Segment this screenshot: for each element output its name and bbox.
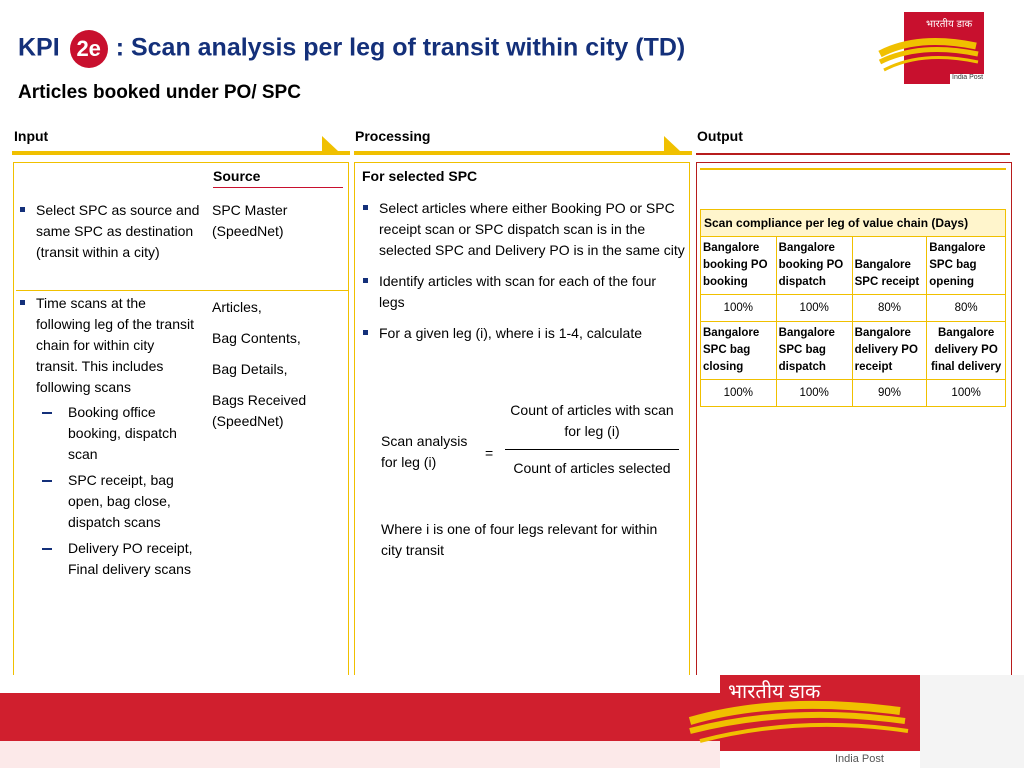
table-header-cell: Bangalore SPC bag closing [701,322,777,380]
source-articles: Articles, [212,299,262,315]
table-row [701,295,1006,322]
table-header-cell: Bangalore booking PO booking [701,237,777,295]
table-header-cell: Bangalore SPC bag opening [927,237,1006,295]
sub-bullet-2: SPC receipt, bag open, bag close, dispatch scans [38,470,200,533]
table-header-cell: Bangalore SPC receipt [852,237,927,295]
processing-bullet-3: For a given leg (i), where i is 1-4, calculate [359,323,685,344]
input-bullet-1: Select SPC as source and same SPC as destination (transit within a city) [16,200,200,263]
processing-panel [354,162,690,704]
source-bags-received: Bags Received (SpeedNet) [212,392,307,429]
processing-arrow-icon [664,136,692,158]
formula-equals: = [485,445,494,461]
input-arrow-bar [12,151,334,155]
source-1: SPC Master (SpeedNet) [212,202,288,239]
input-heading: Input [14,128,49,144]
footer-logo-hindi: भारतीय डाक [728,681,821,703]
source-bag-details: Bag Details, [212,361,288,377]
formula-fraction-bar [505,449,679,450]
table-header-cell: Bangalore SPC bag dispatch [776,322,852,380]
logo-english: India Post [952,74,984,81]
title-text: : Scan analysis per leg of transit within city (TD) [115,33,686,62]
formula-lhs: Scan analysis for leg (i) [381,433,468,470]
processing-bullet-1: Select articles where either Booking PO or SPC receipt scan or SPC dispatch scan is in the selected SPC and Delivery PO is in the same city [359,198,685,261]
output-header-line [696,153,1010,155]
table-value-cell: 100% [927,380,1006,407]
scan-compliance-table-wrap [700,209,1006,407]
table-value-cell: 100% [701,380,777,407]
table-title: Scan compliance per leg of value chain (Days) [701,210,1006,237]
table-value-cell: 100% [701,295,777,322]
scan-compliance-table [700,209,1006,407]
output-panel [696,162,1012,704]
output-heading: Output [697,128,743,144]
input-bullet-2-block [16,293,200,585]
india-post-logo [878,10,986,86]
source-bag-contents: Bag Contents, [212,330,301,346]
input-divider [16,290,348,291]
source-underline [213,187,343,188]
table-header-cell: Bangalore delivery PO receipt [852,322,927,380]
processing-note: Where i is one of four legs relevant for within city transit [381,521,658,558]
table-value-cell: 100% [776,380,852,407]
input-bullet-list-2 [16,293,200,398]
table-value-cell: 80% [852,295,927,322]
sub-bullet-3: Delivery PO receipt, Final delivery scans [38,538,200,580]
formula-numerator: Count of articles with scan for leg (i) [510,402,674,439]
table-header-cell: Bangalore delivery PO final delivery [927,322,1006,380]
processing-heading: Processing [355,128,431,144]
source-heading: Source [213,168,261,184]
footer-banner [0,675,1024,768]
page-subtitle: Articles booked under PO/ SPC [18,82,301,103]
footer-logo-english: India Post [835,753,884,765]
table-row [701,380,1006,407]
input-bullet-2: Time scans at the following leg of the transit chain for within city transit. This includes following scans [16,293,200,398]
page-title [18,30,685,68]
output-top-line [700,168,1006,170]
input-sub-bullets [16,402,200,580]
input-bullet-list [16,200,200,263]
table-row [701,322,1006,380]
table-row [701,237,1006,295]
formula-denominator: Count of articles selected [513,460,671,476]
table-value-cell: 80% [927,295,1006,322]
logo-hindi: भारतीय डाक [926,19,973,30]
input-panel [13,162,349,704]
table-title-row [701,210,1006,237]
processing-heading-text: For selected SPC [362,168,478,184]
table-value-cell: 100% [776,295,852,322]
processing-bullet-2: Identify articles with scan for each of the four legs [359,271,685,313]
sources-2 [212,297,344,432]
kpi-badge: 2e [70,30,108,68]
processing-arrow-bar [354,151,676,155]
sub-bullet-1: Booking office booking, dispatch scan [38,402,200,465]
table-header-cell: Bangalore booking PO dispatch [776,237,852,295]
kpi-label: KPI [18,33,60,62]
table-value-cell: 90% [852,380,927,407]
processing-bullets [359,198,685,344]
input-arrow-icon [322,136,350,158]
